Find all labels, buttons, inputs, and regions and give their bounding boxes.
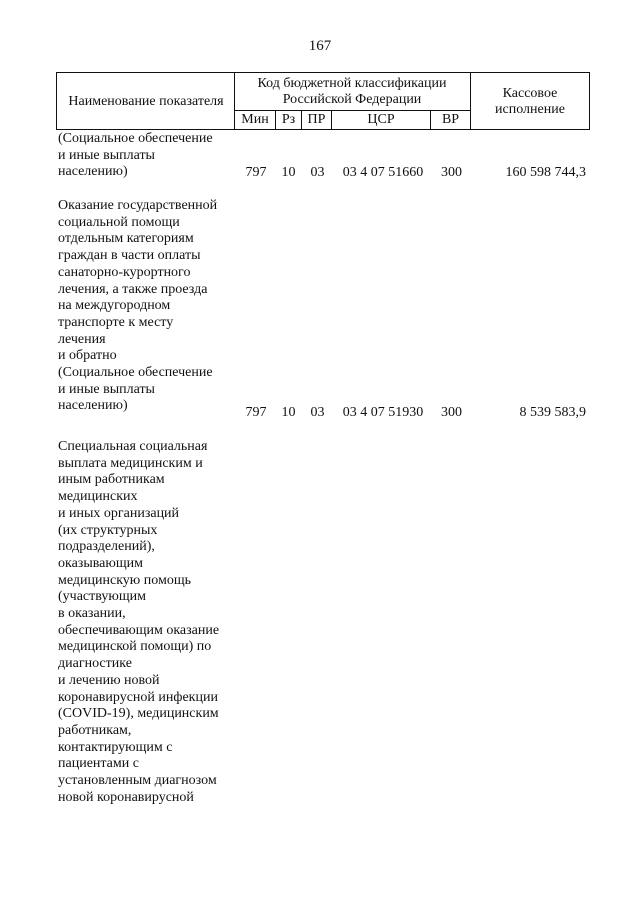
- header-subline: [234, 110, 470, 111]
- header-col-pr: ПР: [307, 112, 326, 127]
- row-1-min: 797: [245, 165, 267, 180]
- row-1-vr: 300: [441, 165, 462, 180]
- row-1-csr: 03 4 07 51660: [342, 165, 424, 180]
- row-2-min: 797: [245, 405, 267, 420]
- header-left-border: [56, 72, 57, 130]
- header-right-border: [589, 72, 590, 130]
- header-cash-execution: Кассовое исполнение: [495, 86, 565, 117]
- row-2-description: Оказание государственной социальной помощи отдельным категориям граждан в части оплаты санаторно-курортного лечения, а также проезда на междугородном транспорте к месту лечения и обратно (Социальное обеспечение и иные выплаты населению): [58, 198, 218, 414]
- row-2-vr: 300: [441, 405, 462, 420]
- row-2-pr: 03: [310, 405, 325, 420]
- row-2-amount: 8 539 583,9: [519, 405, 586, 420]
- row-1-pr: 03: [310, 165, 325, 180]
- header-divider-amount: [470, 72, 471, 130]
- header-bottom-border: [56, 129, 590, 130]
- header-col-min: Мин: [241, 112, 269, 127]
- header-indicator: Наименование показателя: [68, 94, 224, 109]
- row-2-rz: 10: [281, 405, 296, 420]
- row-2-csr: 03 4 07 51930: [342, 405, 424, 420]
- row-1-rz: 10: [281, 165, 296, 180]
- header-col-csr: ЦСР: [367, 112, 395, 127]
- header-col-vr: ВР: [441, 112, 460, 127]
- header-top-border: [56, 72, 590, 73]
- table-header: [56, 72, 590, 130]
- row-1-description: (Социальное обеспечение и иные выплаты населению): [58, 131, 213, 180]
- row-1-amount: 160 598 744,3: [505, 165, 586, 180]
- row-3-description: Специальная социальная выплата медицинским и иным работникам медицинских и иных организаций (их структурных подразделений), оказывающим медицинскую помощь (участвующим в оказании, обеспечивающим оказание медицинской помощи) по диагностике и лечению новой коронавирусной инфекции (COVID-19), медицинским работникам, контактирующим с пациентами с установленным диагнозом новой коронавирусной: [58, 439, 220, 805]
- header-col-rz: Рз: [281, 112, 296, 127]
- header-budget-code: Код бюджетной классификации Российской Федерации: [257, 76, 447, 107]
- page-number: 167: [308, 38, 332, 54]
